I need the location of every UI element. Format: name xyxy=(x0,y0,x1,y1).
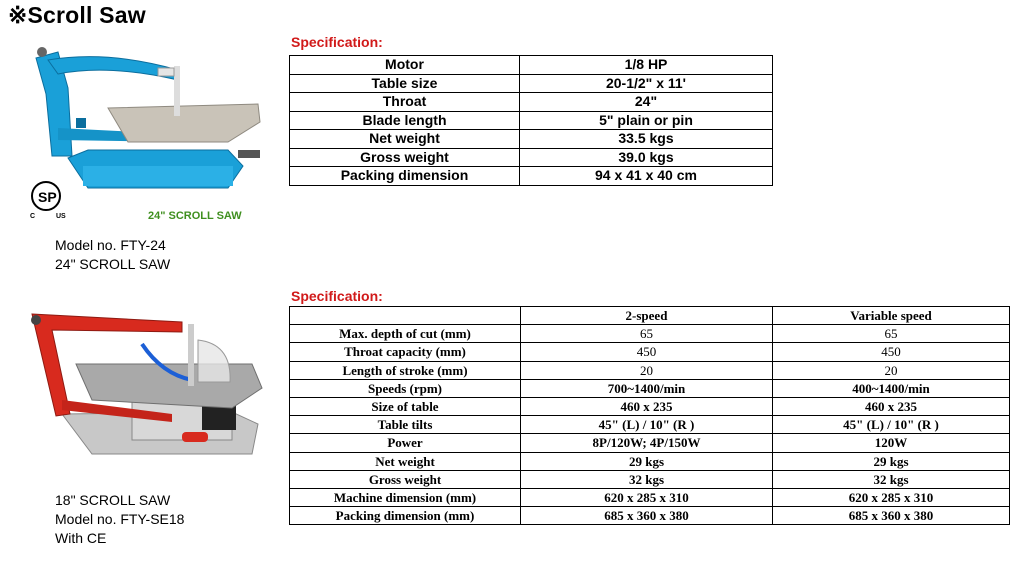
csa-cert-icon xyxy=(30,182,66,220)
table-row xyxy=(290,148,773,167)
spec-value: 39.0 kgs xyxy=(520,148,773,167)
table-row xyxy=(290,325,1010,343)
spec-value: 700~1400/min xyxy=(521,379,773,397)
spec-value: 20 xyxy=(521,361,773,379)
spec-value: 20-1/2" x 11' xyxy=(520,74,773,93)
spec-value: 460 x 235 xyxy=(521,397,773,415)
spec-label: Gross weight xyxy=(290,470,521,488)
spec-label: Blade length xyxy=(290,111,520,130)
model-line: 24" SCROLL SAW xyxy=(55,256,171,272)
spec-value: 400~1400/min xyxy=(773,379,1010,397)
table-row xyxy=(290,507,1010,525)
svg-text:SP: SP xyxy=(38,189,57,205)
product1-model-info xyxy=(55,236,170,274)
image-caption: 24" SCROLL SAW xyxy=(148,210,242,222)
table-row xyxy=(290,56,773,75)
model-line: With CE xyxy=(55,530,107,546)
spec-value: 620 x 285 x 310 xyxy=(773,488,1010,506)
spec-label: Speeds (rpm) xyxy=(290,379,521,397)
spec-value: 32 kgs xyxy=(521,470,773,488)
spec-value: 45" (L) / 10" (R ) xyxy=(521,416,773,434)
spec-value: 94 x 41 x 40 cm xyxy=(520,167,773,186)
spec-value: 32 kgs xyxy=(773,470,1010,488)
model-line: Model no. FTY-SE18 xyxy=(55,511,185,527)
column-header: 2-speed xyxy=(521,307,773,325)
table-row xyxy=(290,167,773,186)
spec-value: 685 x 360 x 380 xyxy=(773,507,1010,525)
spec-value: 1/8 HP xyxy=(520,56,773,75)
table-row xyxy=(290,361,1010,379)
scroll-saw-24-image xyxy=(28,38,266,238)
spec-value: 685 x 360 x 380 xyxy=(521,507,773,525)
table-row xyxy=(290,130,773,149)
spec-label: Throat capacity (mm) xyxy=(290,343,521,361)
table-row xyxy=(290,416,1010,434)
spec-value: 120W xyxy=(773,434,1010,452)
spec-value: 20 xyxy=(773,361,1010,379)
spec-value: 460 x 235 xyxy=(773,397,1010,415)
spec-label: Power xyxy=(290,434,521,452)
spec1-heading: Specification: xyxy=(291,34,383,50)
spec-value: 65 xyxy=(521,325,773,343)
spec-value: 5" plain or pin xyxy=(520,111,773,130)
spec-label: Length of stroke (mm) xyxy=(290,361,521,379)
spec-value: 65 xyxy=(773,325,1010,343)
column-header: Variable speed xyxy=(773,307,1010,325)
spec-label: Motor xyxy=(290,56,520,75)
table-row xyxy=(290,397,1010,415)
table-row xyxy=(290,470,1010,488)
page-title: ※Scroll Saw xyxy=(8,2,146,28)
product2-model-info xyxy=(55,491,184,548)
spec-label: Throat xyxy=(290,93,520,112)
spec-label: Machine dimension (mm) xyxy=(290,488,521,506)
spec-label: Packing dimension (mm) xyxy=(290,507,521,525)
spec-label: Max. depth of cut (mm) xyxy=(290,325,521,343)
svg-text:US: US xyxy=(56,213,66,220)
column-header xyxy=(290,307,521,325)
table-row xyxy=(290,434,1010,452)
spec2-table xyxy=(289,306,1010,525)
table-row xyxy=(290,379,1010,397)
scroll-saw-18-image xyxy=(22,304,266,464)
model-line: Model no. FTY-24 xyxy=(55,237,166,253)
spec-label: Size of table xyxy=(290,397,521,415)
table-row xyxy=(290,111,773,130)
spec-value: 620 x 285 x 310 xyxy=(521,488,773,506)
table-row xyxy=(290,452,1010,470)
spec-label: Gross weight xyxy=(290,148,520,167)
spec2-heading: Specification: xyxy=(291,288,383,304)
table-row xyxy=(290,343,1010,361)
spec-value: 450 xyxy=(773,343,1010,361)
spec-label: Table size xyxy=(290,74,520,93)
spec-label: Net weight xyxy=(290,130,520,149)
spec1-table xyxy=(289,55,773,186)
spec-value: 45" (L) / 10" (R ) xyxy=(773,416,1010,434)
spec-label: Net weight xyxy=(290,452,521,470)
svg-text:C: C xyxy=(30,213,36,220)
spec-value: 8P/120W; 4P/150W xyxy=(521,434,773,452)
spec-value: 29 kgs xyxy=(773,452,1010,470)
model-line: 18" SCROLL SAW xyxy=(55,492,171,508)
table-header-row xyxy=(290,307,1010,325)
table-row xyxy=(290,74,773,93)
spec-value: 29 kgs xyxy=(521,452,773,470)
spec-label: Table tilts xyxy=(290,416,521,434)
spec-label: Packing dimension xyxy=(290,167,520,186)
spec-value: 33.5 kgs xyxy=(520,130,773,149)
table-row xyxy=(290,488,1010,506)
spec-value: 450 xyxy=(521,343,773,361)
table-row xyxy=(290,93,773,112)
spec-value: 24" xyxy=(520,93,773,112)
